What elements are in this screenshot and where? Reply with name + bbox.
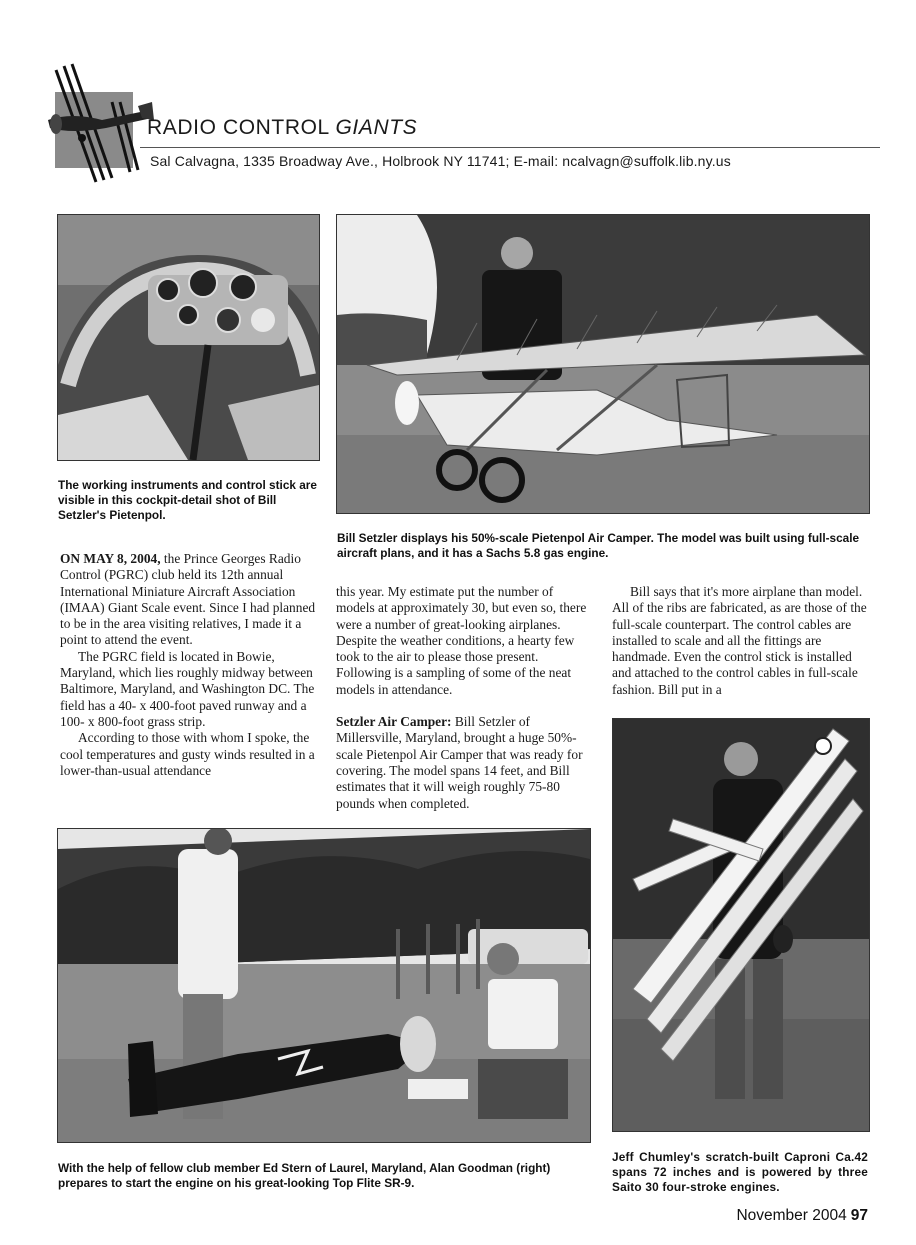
article-column-2 (336, 584, 594, 812)
article-lead: ON MAY 8, 2004, (60, 551, 161, 566)
author-contact: Sal Calvagna, 1335 Broadway Ave., Holbrook NY 11741; E-mail: ncalvagn@suffolk.lib.ny.us (150, 153, 731, 169)
chumley-caption: Jeff Chumley's scratch-built Caproni Ca.42 spans 72 inches and is powered by three Saito 30 four-stroke engines. (612, 1150, 868, 1194)
page-footer (736, 1207, 868, 1225)
article-column-1 (60, 551, 318, 779)
column-title-italic: GIANTS (335, 116, 418, 139)
biplane-logo-icon (42, 62, 162, 184)
chumley-caproni-photo (612, 718, 870, 1132)
goodman-caption: With the help of fellow club member Ed Stern of Laurel, Maryland, Alan Goodman (right) prepares to start the engine on his great-looking Top Flite SR-9. (58, 1161, 551, 1190)
article-column-3 (612, 584, 868, 698)
article-text: the Prince Georges Radio Control (PGRC) club held its 12th annual International Miniature Aircraft Association (IMAA) Giant Scale event. Since I had planned to be in the area visiting relatives, I made it a point to attend the event. (60, 551, 316, 648)
column-title-main: RADIO CONTROL (147, 116, 330, 139)
article-paragraph: this year. My estimate put the number of models at approximately 30, but even so, there were a number of great-looking airplanes. Despite the weather conditions, a hearty few took to the air to please those present. Following is a sampling of some of the neat models in attendance. (336, 584, 587, 697)
column-title (147, 116, 417, 140)
issue-date: November 2004 (736, 1207, 847, 1224)
cockpit-photo (57, 214, 320, 461)
page-number: 97 (850, 1207, 868, 1224)
article-text: Bill Setzler of Millersville, Maryland, brought a huge 50%-scale Pietenpol Air Camper that was ready for covering. The model spans 14 feet, and Bill estimates that it will weigh roughly 75-80 pounds when completed. (336, 714, 583, 811)
setzler-aircamper-photo (336, 214, 870, 514)
setzler-caption: Bill Setzler displays his 50%-scale Pietenpol Air Camper. The model was built using full-scale aircraft plans, and it has a Sachs 5.8 gas engine. (337, 531, 860, 560)
header-rule (140, 147, 880, 148)
cockpit-caption: The working instruments and control stick are visible in this cockpit-detail shot of Bill Setzler's Pietenpol. (58, 478, 317, 522)
article-paragraph: Bill says that it's more airplane than model. All of the ribs are fabricated, as are those of the full-scale counterpart. The control cables are installed to scale and all the fittings are handmade. Even the control stick is installed and attached to the control cables in full-scale fashion. Bill put in a (612, 584, 867, 697)
goodman-sr9-photo (57, 828, 591, 1143)
section-heading: Setzler Air Camper: (336, 714, 452, 730)
article-paragraph: According to those with whom I spoke, the cool temperatures and gusty winds resulted in a lower-than-usual attendance (60, 730, 315, 778)
article-paragraph: The PGRC field is located in Bowie, Maryland, which lies roughly midway between Baltimore, Maryland, and Washington DC. The field has a 40- x 400-foot paved runway and a 100- x 800-foot grass strip. (60, 648, 315, 729)
article-paragraph (336, 714, 594, 812)
article-paragraph (60, 551, 318, 649)
